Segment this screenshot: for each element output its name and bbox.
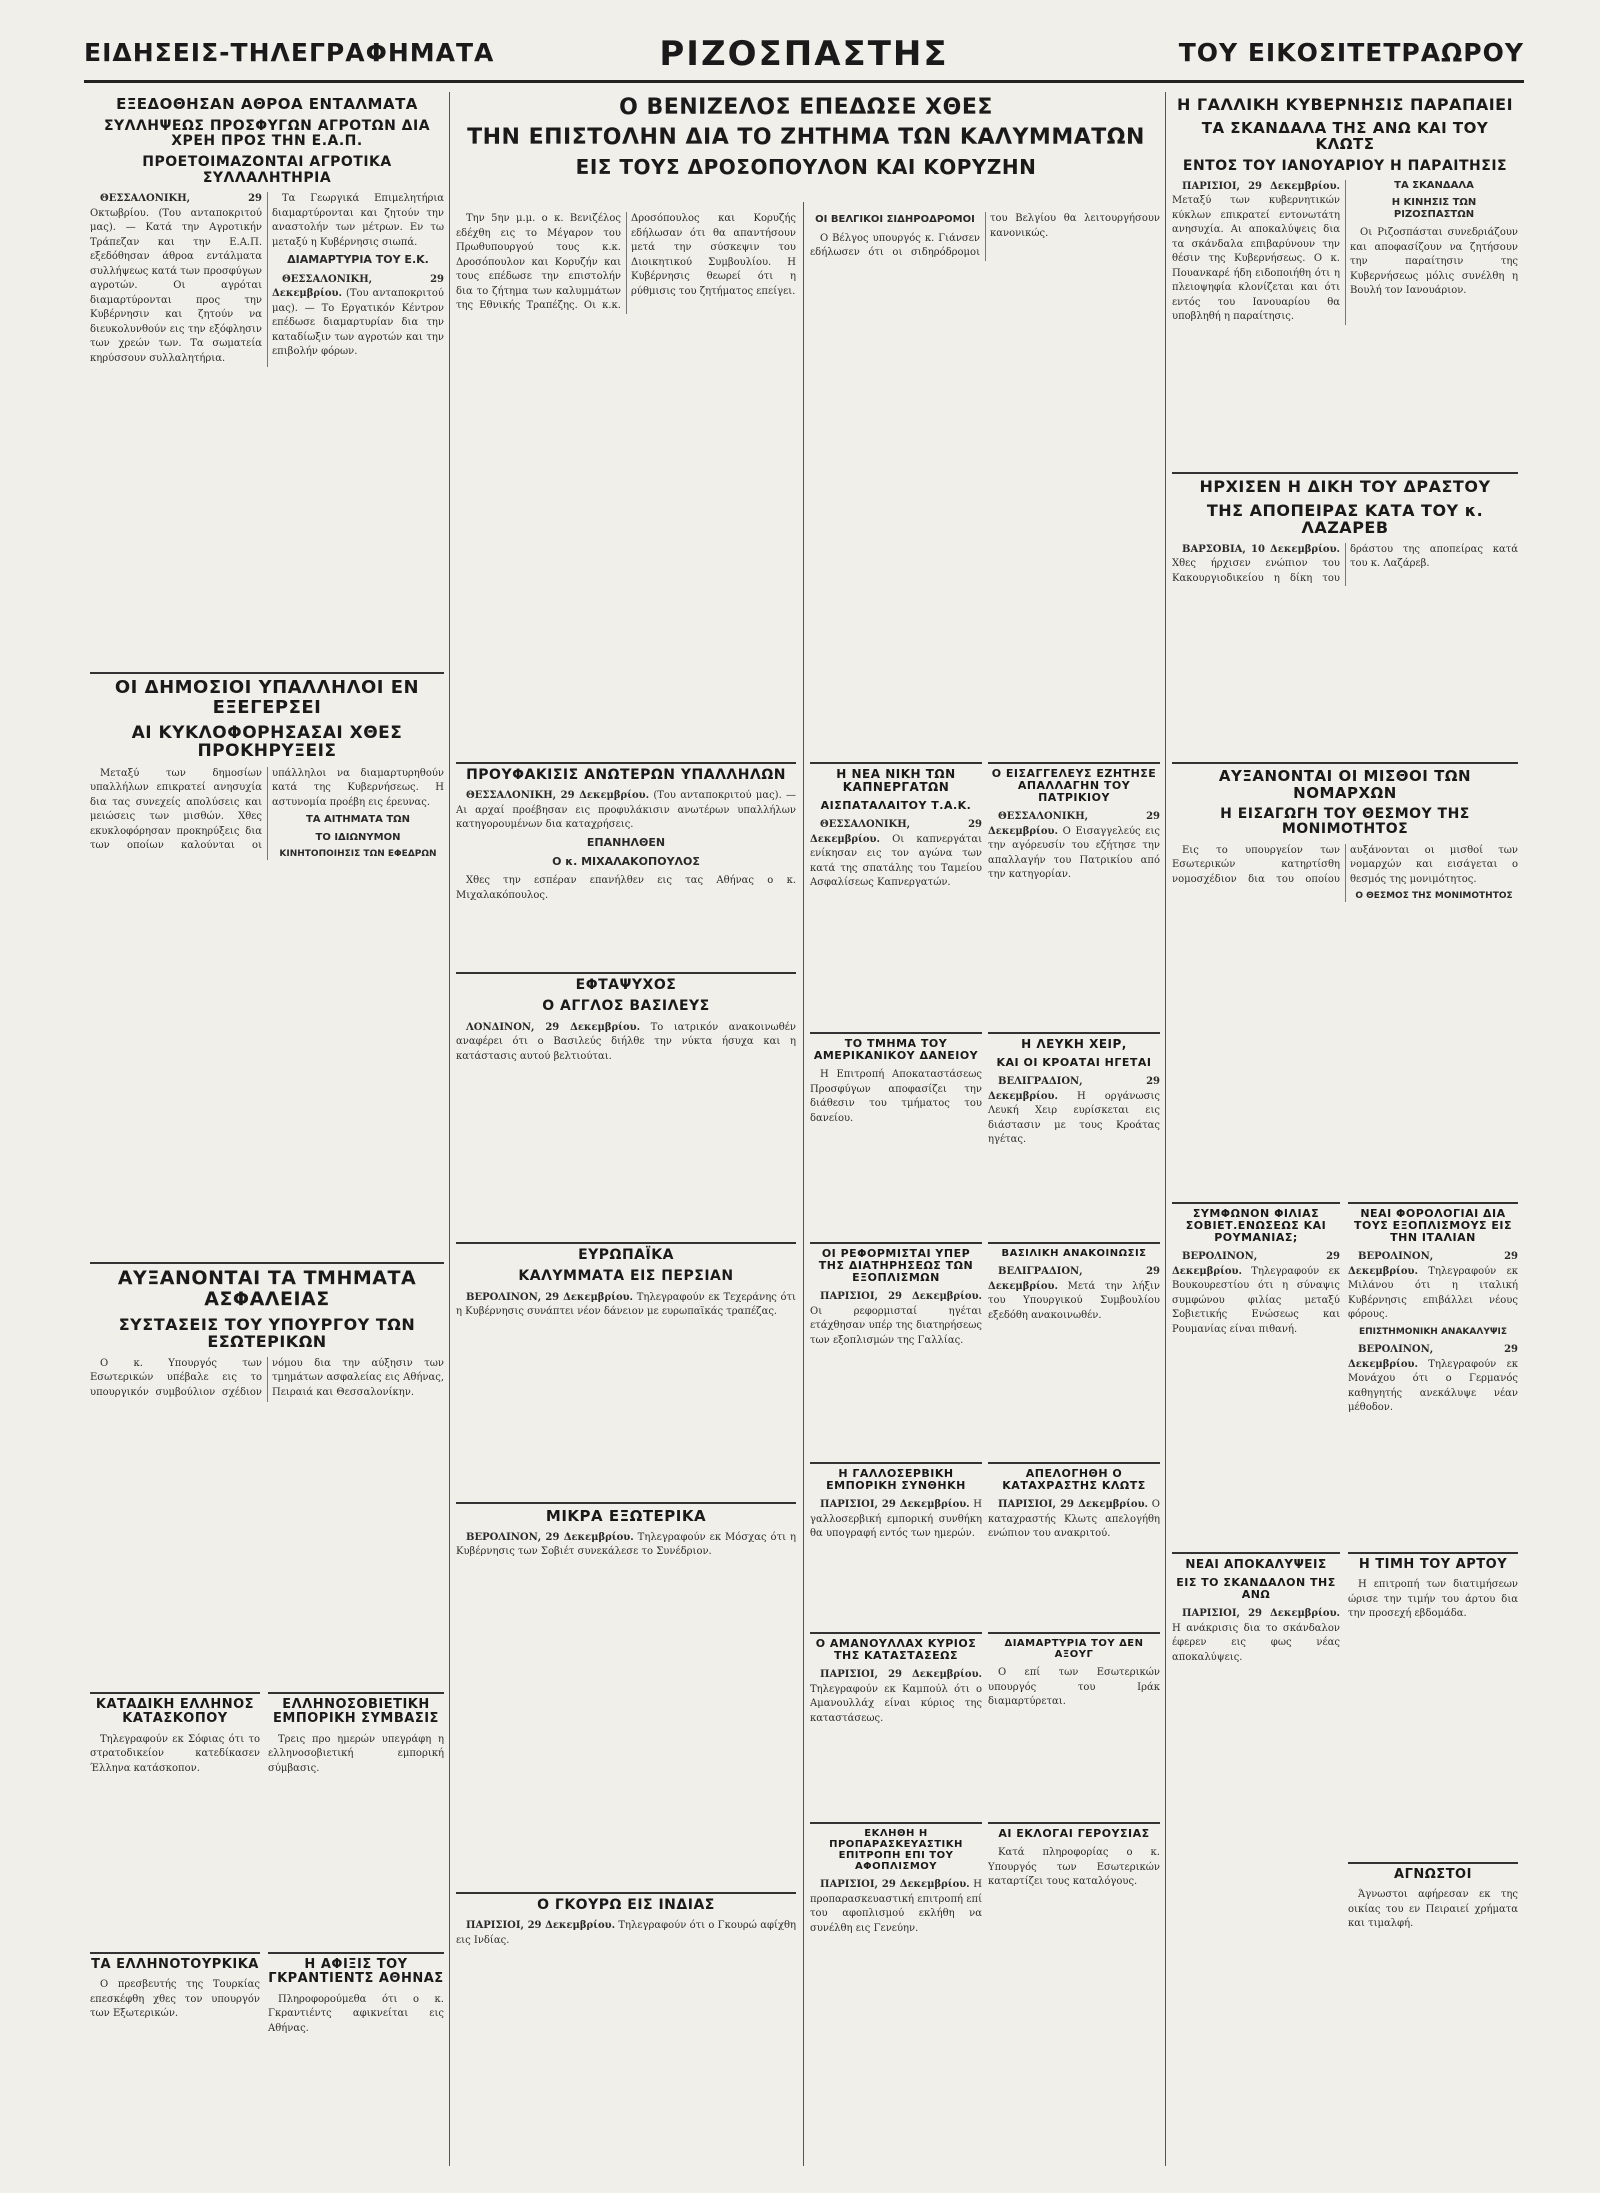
article-ayxanontai-nomarxon [1172,762,1518,1192]
headline: ΣΥΛΛΗΨΕΩΣ ΠΡΟΣΦΥΓΩΝ ΑΓΡΟΤΩΝ ΔΙΑ ΧΡΕΗ ΠΡΟΣ ΤΗΝ Ε.Α.Π. [103,117,431,149]
article-katadiki [90,1692,260,1942]
article-body [268,1993,444,2037]
article-body [90,192,444,367]
body-text: (Του ανταποκριτού μας). — Αι αρχαί προέβησαν εις προφυλάκισιν ανωτέρων υπαλλήλων κατηγορουμένων δια καταχρήσεις. [456,790,796,831]
headline: Ο ΓΚΟΥΡΩ ΕΙΣ ΙΝΔΙΑΣ [537,1897,715,1913]
article-venizelos-continued [810,212,1160,752]
article-body [988,810,1160,883]
dateline: ΒΕΡΟΛΙΝΟΝ, 29 Δεκεμβρίου. [1172,1251,1340,1277]
dateline: ΠΑΡΙΣΙΟΙ, 29 Δεκεμβρίου. [466,1920,616,1932]
headline: ΑΙΣΠΑΤΑΛΑΙΤΟΥ Τ.Α.Κ. [820,799,972,813]
article-foroloyiai [1348,1202,1518,1542]
headline: ΑΥΞΑΝΟΝΤΑΙ ΤΑ ΤΜΗΜΑΤΑ ΑΣΦΑΛΕΙΑΣ [117,1267,417,1310]
headline: ΟΙ ΡΕΦΟΡΜΙΣΤΑΙ ΥΠΕΡ ΤΗΣ ΔΙΑΤΗΡΗΣΕΩΣ ΤΩΝ ΕΞΟΠΛΙΣΜΩΝ [818,1247,974,1285]
body-text: Ο πρεσβευτής της Τουρκίας επεσκέφθη χθες τον υπουργόν των Εξωτερικών. [90,1979,260,2020]
newspaper-title: ΡΙΖΟΣΠΑΣΤΗΣ [659,34,949,74]
body-text: Την 5ην μ.μ. ο κ. Βενιζέλος εδέχθη εις το Μέγαρον του Πρωθυπουργού τους κ.κ. Δροσόπουλον και Κορυζήν και τους επέδωσε την επιστολήν δια το ζήτημα των καλυμμάτων της Εθνικής Τραπέζης. Οι κ.κ. Δροσόπουλος και Κορυζής εδήλωσαν ότι θα απαντήσουν μετά την σύσκεψιν του Διοικητικού Συμβουλίου. Η Κυβέρνησις θεωρεί ότι η ρύθμισις του ζητήματος επείγει. [456,213,796,311]
body-text: Μετά την λήξιν του Υπουργικού Συμβουλίου εξεδόθη ανακοινωθέν. [988,1280,1160,1321]
headline: Η ΝΕΑ ΝΙΚΗ ΤΩΝ ΚΑΠΝΕΡΓΑΤΩΝ [836,767,956,795]
body-text: Τηλεγραφούν εκ Καμπούλ ότι ο Αμανουλλάχ είναι κύριος της καταστάσεως. [810,1683,982,1724]
article-proulakis [456,762,796,962]
subheadline: Η ΚΙΝΗΣΙΣ ΤΩΝ ΡΙΖΟΣΠΑΣΤΩΝ [1391,197,1477,220]
article-ekloyai [988,1822,1160,2052]
article-synfonon [1172,1202,1340,1542]
headline: ΚΑΛΥΜΜΑΤΑ ΕΙΣ ΠΕΡΣΙΑΝ [518,1268,734,1285]
article-body [456,1531,796,1560]
masthead [84,36,1524,83]
body-text: Οι καπνεργάται ενίκησαν εις τον αγώνα των κατά της σπατάλης του Ταμείου Ασφαλίσεως Καπνεργατών. [810,833,982,889]
headline: Ο ΑΜΑΝΟΥΛΛΑΧ ΚΥΡΙΟΣ ΤΗΣ ΚΑΤΑΣΤΑΣΕΩΣ [815,1637,977,1663]
body-text: Μεταξύ των δημοσίων υπαλλήλων επικρατεί ανησυχία δια τας συνεχείς απολύσεις και μειώσεις των μισθών. Χθες εκυκλοφόρησαν προκηρύξεις δια των οποίων καλούνται οι υπάλληλοι να διαμαρτυρηθούν κατά της Κυβερνήσεως. Η αστυνομία προέβη εις έρευνας. [90,767,444,852]
article-body [1172,180,1518,325]
body-text: Χθες την εσπέραν επανήλθεν εις τας Αθήνας ο κ. Μιχαλακόπουλος. [456,875,796,901]
dateline: ΠΑΡΙΣΙΟΙ, 29 Δεκεμβρίου. [820,1499,970,1511]
article-nea-niki [810,762,982,1022]
body-text: Τα Γεωργικά Επιμελητήρια διαμαρτύρονται και ζητούν την αναστολήν των μέτρων. Εν τω μεταξύ η Κυβέρνησις σιωπά. [272,193,444,248]
newspaper-page [84,36,1524,2166]
dateline: ΠΑΡΙΣΙΟΙ, 29 Δεκεμβρίου. [998,1499,1149,1511]
column-4 [1166,92,1524,2166]
article-gkouro [456,1892,796,2192]
headline: ΗΡΧΙΣΕΝ Η ΔΙΚΗ ΤΟΥ ΔΡΑΣΤΟΥ [1199,477,1491,496]
body-text: Τηλεγραφούν ότι ο Γκουρώ αφίχθη εις Ινδίας. [456,1920,796,1946]
article-body [1172,844,1518,902]
headline: ΝΕΑΙ ΑΠΟΚΑΛΥΨΕΙΣ [1185,1557,1327,1571]
headline: ΕΙΣ ΤΟΥΣ ΔΡΟΣΟΠΟΥΛΟΝ ΚΑΙ ΚΟΡΥΖΗΝ [575,155,1037,180]
headline: ΟΙ ΔΗΜΟΣΙΟΙ ΥΠΑΛΛΗΛΟΙ ΕΝ ΕΞΕΓΕΡΣΕΙ [114,677,420,718]
body-text: Μεταξύ των κυβερνητικών κύκλων επικρατεί εντονωτάτη ανησυχία. Αι αποκαλύψεις δια τα σκάνδαλα επιβαρύνουν την θέσιν της Κυβερνήσεως. Ο κ. Πουανκαρέ ήδη ειδοποιήθη ότι η πλειοψηφία κλονίζεται και ότι εντός του Ιανουαρίου θα υποβληθή η παραίτησις. [1172,195,1340,323]
article-galliki [1172,92,1518,462]
article-vasiliki [988,1242,1160,1452]
body-text: Η γαλλοσερβική εμπορική συνθήκη θα υπογραφή εντός των ημερών. [810,1499,982,1540]
subheadline: ΤΟ ΙΔΙΩΝΥΜΟΝ [315,831,401,843]
article-body [988,1846,1160,1890]
dateline: ΘΕΣΣΑΛΟΝΙΚΗ, 29 Δεκεμβρίου. [466,790,650,802]
headline: Η ΓΑΛΛΟΣΕΡΒΙΚΗ ΕΜΠΟΡΙΚΗ ΣΥΝΘΗΚΗ [826,1467,966,1493]
headline: Η ΤΙΜΗ ΤΟΥ ΑΡΤΟΥ [1358,1557,1508,1572]
column-1 [84,92,450,2166]
body-text: Η Επιτροπή Αποκαταστάσεως Προσφύγων αποφασίζει την διάθεσιν του τμήματος του δανείου. [810,1069,982,1124]
headline: ΑΥΞΑΝΟΝΤΑΙ ΟΙ ΜΙΣΘΟΙ ΤΩΝ ΝΟΜΑΡΧΩΝ [1218,767,1472,802]
column-3 [804,92,1166,2166]
article-body [90,1733,260,1777]
headline: ΣΥΜΦΩΝΟΝ ΦΙΛΙΑΣ ΣΟΒΙΕΤ.ΕΝΩΣΕΩΣ ΚΑΙ ΡΟΥΜΑΝΙΑΣ; [1185,1207,1327,1245]
article-amanoulax [810,1632,982,1812]
headline: Ο ΑΓΓΛΟΣ ΒΑΣΙΛΕΥΣ [542,998,710,1015]
headline: Η ΛΕΥΚΗ ΧΕΙΡ, [1021,1037,1127,1051]
dateline: ΒΕΡΟΛΙΝΟΝ, 29 Δεκεμβρίου. [1348,1344,1518,1370]
headline: ΕΝΤΟΣ ΤΟΥ ΙΑΝΟΥΑΡΙΟΥ Η ΠΑΡΑΙΤΗΣΙΣ [1182,157,1508,174]
subheadline: ΚΙΝΗΤΟΠΟΙΗΣΙΣ ΤΩΝ ΕΦΕΔΡΩΝ [279,849,437,860]
dateline: ΠΑΡΙΣΙΟΙ, 29 Δεκεμβρίου. [1182,180,1340,192]
article-body [810,1290,982,1348]
article-body [90,767,444,860]
subheadline: ΕΠΑΝΗΛΘΕΝ [586,835,666,849]
article-gallo [810,1462,982,1622]
article-iroxisen [1172,472,1518,752]
headline: ΤΟ ΤΜΗΜΑ ΤΟΥ ΑΜΕΡΙΚΑΝΙΚΟΥ ΔΑΝΕΙΟΥ [813,1037,979,1063]
body-text: Οι Ριζοσπάσται συνεδριάζουν και αποφασίζουν να ζητήσουν την παραίτησιν της Κυβερνήσεως μόλις συνέλθη η Βουλή τον Ιανουάριον. [1350,227,1518,297]
dateline: ΘΕΣΣΑΛΟΝΙΚΗ, 29 Δεκεμβρίου. [810,819,982,845]
headline: ΤΑ ΕΛΛΗΝΟΤΟΥΡΚΙΚΑ [91,1957,259,1972]
subheadline: Ο κ. ΜΙΧΑΛΑΚΟΠΟΥΛΟΣ [552,854,700,868]
article-body [268,1733,444,1777]
body-text: (Του ανταποκριτού μας). — Το Εργατικόν Κέντρον επέδωσε διαμαρτυρίαν δια την καταδίωξιν των αγροτών και την επιβολήν φόρων. [272,288,444,358]
article-body [810,1668,982,1726]
body-text: Τηλεγραφούν εκ Βουκουρεστίου ότι η σύναψις συμφώνου φιλίας μεταξύ Σοβιετικής Ενώσεως και Ρουμανίας είναι πιθανή. [1172,1265,1340,1335]
dateline: ΒΕΛΙΓΡΑΔΙΟΝ, 29 Δεκεμβρίου. [988,1076,1160,1102]
headline: ΑΠΕΛΟΓΗΘΗ Ο ΚΑΤΑΧΡΑΣΤΗΣ ΚΛΩΤΣ [1002,1467,1146,1493]
body-text: Τρεις προ ημερών υπεγράφη η ελληνοσοβιετική εμπορική σύμβασις. [268,1733,444,1774]
headline: ΜΙΚΡΑ ΕΞΩΤΕΡΙΚΑ [545,1507,707,1525]
dateline: ΠΑΡΙΣΙΟΙ, 29 Δεκεμβρίου. [820,1669,982,1681]
section-title-left: ΕΙΔΗΣΕΙΣ-ΤΗΛΕΓΡΑΦΗΜΑΤΑ [84,38,495,67]
body-text: Η ανάκρισις δια το σκάνδαλον έφερεν εις φως νέας αποκαλύψεις. [1172,1622,1340,1663]
body-text: Τηλεγραφούν εκ Τεχεράνης ότι η Κυβέρνησις συνάπτει νέον δάνειον με ευρωπαϊκάς τραπέζας. [456,1291,796,1318]
body-text: Άγνωστοι αφήρεσαν εκ της οικίας του εν Πειραιεί χρήματα και τιμαλφή. [1348,1889,1518,1930]
body-text: Η οργάνωσις Λευκή Χειρ ευρίσκεται εις διάστασιν με τους Κροάτας ηγέτας. [988,1090,1160,1146]
dateline: ΒΕΡΟΛΙΝΟΝ, 29 Δεκεμβρίου. [1348,1251,1518,1277]
headline: ΚΑΙ ΟΙ ΚΡΟΑΤΑΙ ΗΓΕΤΑΙ [996,1056,1152,1070]
headline: ΕΦΤΑΨΥΧΟΣ [575,977,677,993]
article-ellinotourkika [90,1952,260,2192]
headline: ΝΕΑΙ ΦΟΡΟΛΟΓΙΑΙ ΔΙΑ ΤΟΥΣ ΕΞΟΠΛΙΣΜΟΥΣ ΕΙΣ ΤΗΝ ΙΤΑΛΙΑΝ [1353,1207,1513,1245]
dateline: ΒΑΡΣΟΒΙΑ, 10 Δεκεμβρίου. [1182,543,1340,555]
dateline: ΘΕΣΣΑΛΟΝΙΚΗ, 29 [100,193,262,205]
article-body [1172,543,1518,587]
headline: ΕΙΣ ΤΟ ΣΚΑΝΔΑΛΟΝ ΤΗΣ ΑΝΩ [1176,1576,1336,1602]
article-body [456,1919,796,1948]
headline: ΕΥΡΩΠΑΪΚΑ [578,1247,674,1263]
body-text: Ο κ. Υπουργός των Εσωτερικών υπέβαλε εις το υπουργικόν συμβούλιον σχέδιον νόμου δια την αύξησιν των τμημάτων ασφαλείας εις Αθήνας, Πειραιά και Θεσσαλονίκην. [90,1357,444,1398]
dateline: ΠΑΡΙΣΙΟΙ, 29 Δεκεμβρίου. [820,1291,982,1303]
article-body [988,1075,1160,1148]
body-text: Τηλεγραφούν εκ Μονάχου ότι ο Γερμανός καθηγητής ανεκάλυψε νέαν μέθοδον. [1348,1358,1518,1414]
body-text: Η προπαρασκευαστική επιτροπή επί του αφοπλισμού εκλήθη να συνέλθη εις Γενεύην. [810,1879,982,1934]
article-diamartyria [988,1632,1160,1812]
dateline: ΛΟΝΔΙΝΟΝ, 29 Δεκεμβρίου. [466,1021,641,1033]
article-agnostoi [1348,1862,1518,2192]
article-body [1348,1578,1518,1622]
article-body [988,1666,1160,1710]
subheadline: ΕΠΙΣΤΗΜΟΝΙΚΗ ΑΝΑΚΑΛΥΨΙΣ [1358,1326,1507,1337]
section-title-right: ΤΟΥ ΕΙΚΟΣΙΤΕΤΡΑΩΡΟΥ [1178,38,1524,67]
body-text: Τηλεγραφούν εκ Μιλάνου ότι η ιταλική Κυβέρνησις επιβάλλει νέους φόρους. [1348,1265,1518,1321]
article-timi [1348,1552,1518,1852]
body-text: Οι ρεφορμισταί ηγέται ετάχθησαν υπέρ της διατηρήσεως των εξοπλισμών της Γαλλίας. [810,1305,982,1346]
dateline: ΒΕΡΟΛΙΝΟΝ, 29 Δεκεμβρίου. [466,1531,634,1543]
article-body [456,1291,796,1320]
headline: Ο ΕΙΣΑΓΓΕΛΕΥΣ ΕΖΗΤΗΣΕ ΑΠΑΛΛΑΓΗΝ ΤΟΥ ΠΑΤΡΙΚΙΟΥ [991,767,1157,805]
article-asfaleias [90,1262,444,1682]
headline: ΕΚΛΗΘΗ Η ΠΡΟΠΑΡΑΣΚΕΥΑΣΤΙΚΗ ΕΠΙΤΡΟΠΗ ΕΠΙ ΤΟΥ ΑΦΟΠΛΙΣΜΟΥ [829,1828,963,1872]
body-text: Το ιατρικόν ανακοινωθέν αναφέρει ότι ο Βασιλεύς διήλθε την νύκτα ήσυχα και η κατάστασις αυτού βελτιούται. [456,1021,796,1062]
article-body [810,1068,982,1126]
headline: ΑΓΝΩΣΤΟΙ [1394,1867,1472,1882]
article-tmima [810,1032,982,1232]
article-body [456,1021,796,1065]
article-venizelos-body [456,212,796,752]
headline: ΕΞΕΔΟΘΗΣΑΝ ΑΘΡΟΑ ΕΝΤΑΛΜΑΤΑ [116,95,418,113]
dateline: ΠΑΡΙΣΙΟΙ, 29 Δεκεμβρίου. [820,1879,970,1890]
headline: ΠΡΟΥΦΑΚΙΣΙΣ ΑΝΩΤΕΡΩΝ ΥΠΑΛΛΗΛΩΝ [466,767,786,783]
article-lefki [988,1032,1160,1232]
subheadline: ΔΙΑΜΑΡΤΥΡΙΑ ΤΟΥ Ε.Κ. [287,253,429,267]
body-text: Χθες ήρχισεν ενώπιον του Κακουργιοδικείου η δίκη του δράστου της αποπείρας κατά του κ. Λαζάρεβ. [1172,543,1518,584]
article-venizelos-headline [456,92,1156,202]
article-body [988,1265,1160,1323]
dateline: ΠΑΡΙΣΙΟΙ, 29 Δεκεμβρίου. [1182,1608,1340,1620]
dateline: ΘΕΣΣΑΛΟΝΙΚΗ, 29 Δεκεμβρίου. [988,811,1160,837]
headline: ΤΑ ΣΚΑΝΔΑΛΑ ΤΗΣ ΑΝΩ ΚΑΙ ΤΟΥ ΚΛΩΤΣ [1201,118,1489,154]
body-text: Ο Εισαγγελεύς εις την αγόρευσίν του εζήτησε την απαλλαγήν του Πατρικίου από την κατηγορίαν. [988,825,1160,881]
body-text: Ο καταχραστής Κλωτς απελογήθη ενώπιον του ανακριτού. [988,1499,1160,1540]
body-text: Οκτωβρίου. (Του ανταποκριτού μας). — Κατά την Αγροτικήν Τράπεζαν και την Ε.Α.Π. εξεδόθησαν άθροα εντάλματα συλλήψεως κατά των προσφύγων αγροτών. Οι αγρόται διαμαρτύρονται προς την Κυβέρνησιν και ζητούν να διευκολυνθούν εις την εξόφλησιν των χρεών των. Τα σωματεία κηρύσσουν συλλαλητήρια. [90,207,262,364]
dateline: ΘΕΣΣΑΛΟΝΙΚΗ, 29 Δεκεμβρίου. [272,273,444,300]
article-body [1172,1607,1340,1665]
subheadline: ΤΑ ΣΚΑΝΔΑΛΑ [1394,179,1474,191]
article-apelogithi [988,1462,1160,1622]
headline: ΤΗΣ ΑΠΟΠΕΙΡΑΣ ΚΑΤΑ ΤΟΥ κ. ΛΑΖΑΡΕΒ [1206,500,1484,538]
article-body [1348,1888,1518,1932]
body-text: Πληροφορούμεθα ότι ο κ. Γκραντιέντς αφικνείται εις Αθήνας. [268,1993,444,2034]
headline: ΔΙΑΜΑΡΤΥΡΙΑ ΤΟΥ ΔΕΝ ΑΞΟΥΓ [1004,1638,1144,1660]
article-body [810,212,1160,261]
subheadline: ΤΑ ΑΙΤΗΜΑΤΑ ΤΩΝ [305,814,411,826]
article-europaika [456,1242,796,1492]
article-entalmata [90,92,444,662]
article-body [1172,1250,1340,1337]
headline: Η ΓΑΛΛΙΚΗ ΚΥΒΕΡΝΗΣΙΣ ΠΑΡΑΠΑΙΕΙ [1176,95,1514,114]
headline: Η ΕΙΣΑΓΩΓΗ ΤΟΥ ΘΕΣΜΟΥ ΤΗΣ ΜΟΝΙΜΟΤΗΤΟΣ [1220,806,1470,838]
body-text: Ο επί των Εσωτερικών υπουργός του Ιράκ διαμαρτύρεται. [988,1667,1160,1707]
headline: ΚΑΤΑΔΙΚΗ ΕΛΛΗΝΟΣ ΚΑΤΑΣΚΟΠΟΥ [95,1697,255,1727]
article-nea-apokalypseis [1172,1552,1340,2192]
headline: ΑΙ ΚΥΚΛΟΦΟΡΗΣΑΣΑΙ ΧΘΕΣ ΠΡΟΚΗΡΥΞΕΙΣ [131,722,403,762]
headline: ΤΗΝ ΕΠΙΣΤΟΛΗΝ ΔΙΑ ΤΟ ΖΗΤΗΜΑ ΤΩΝ ΚΑΛΥΜΜΑΤΩΝ [467,125,1145,151]
article-eisaggeleus [988,762,1160,1022]
subheadline: Ο ΘΕΣΜΟΣ ΤΗΣ ΜΟΝΙΜΟΤΗΤΟΣ [1355,891,1513,902]
headline: ΑΙ ΕΚΛΟΓΑΙ ΓΕΡΟΥΣΙΑΣ [998,1827,1150,1840]
headline: ΣΥΣΤΑΣΕΙΣ ΤΟΥ ΥΠΟΥΡΓΟΥ ΤΩΝ ΕΣΩΤΕΡΙΚΩΝ [118,1314,416,1352]
article-body [1348,1250,1518,1415]
article-sovietiki [268,1692,444,1942]
article-body [988,1498,1160,1542]
article-body [90,1357,444,1403]
body-text: Η επιτροπή των διατιμήσεων ώρισε την τιμήν του άρτου δια την προσεχή εβδομάδα. [1348,1579,1518,1620]
article-mikra [456,1502,796,1882]
article-afixis [268,1952,444,2192]
headline: ΕΛΛΗΝΟΣΟΒΙΕΤΙΚΗ ΕΜΠΟΡΙΚΗ ΣΥΜΒΑΣΙΣ [273,1697,439,1727]
headline: ΠΡΟΕΤΟΙΜΑΖΟΝΤΑΙ ΑΓΡΟΤΙΚΑ ΣΥΛΛΑΛΗΤΗΡΙΑ [142,154,392,186]
subheadline: ΟΙ ΒΕΛΓΙΚΟΙ ΣΙΔΗΡΟΔΡΟΜΟΙ [815,214,975,225]
body-text: Κατά πληροφορίας ο κ. Υπουργός των Εσωτερικών καταρτίζει τους καταλόγους. [988,1847,1160,1888]
article-body [456,789,796,903]
article-ekanthi [810,1822,982,2052]
headline: Η ΑΦΙΞΙΣ ΤΟΥ ΓΚΡΑΝΤΙΕΝΤΣ ΑΘΗΝΑΣ [268,1957,444,1987]
article-dimosioi [90,672,444,1252]
body-text: Τηλεγραφούν εκ Σόφιας ότι το στρατοδικείον κατεδίκασεν Έλληνα κατάσκοπον. [90,1733,260,1774]
article-eftapsyxos [456,972,796,1232]
body-text: Τηλεγραφούν εκ Μόσχας ότι η Κυβέρνησις των Σοβιέτ συνεκάλεσε το Συνέδριον. [456,1531,796,1557]
article-body [810,1498,982,1542]
article-body [810,818,982,891]
dateline: ΒΕΛΙΓΡΑΔΙΟΝ, 29 Δεκεμβρίου. [988,1266,1160,1292]
headline: Ο ΒΕΝΙΖΕΛΟΣ ΕΠΕΔΩΣΕ ΧΘΕΣ [619,95,993,120]
article-body [456,212,796,314]
article-body [90,1978,260,2022]
body-text: Εις το υπουργείον των Εσωτερικών κατηρτίσθη νομοσχέδιον δια του οποίου αυξάνονται οι μισθοί των νομαρχών και εισάγεται ο θεσμός της μονιμότητος. [1172,844,1518,885]
dateline: ΒΕΡΟΛΙΝΟΝ, 29 Δεκεμβρίου. [466,1291,634,1303]
article-reformistai [810,1242,982,1452]
article-body [810,1878,982,1936]
body-text: Ο Βέλγος υπουργός κ. Γιάνσεν εδήλωσεν ότι οι σιδηρόδρομοι του Βελγίου θα λειτουργήσουν κανονικώς. [810,213,1160,258]
headline: ΒΑΣΙΛΙΚΗ ΑΝΑΚΟΙΝΩΣΙΣ [1001,1248,1147,1259]
